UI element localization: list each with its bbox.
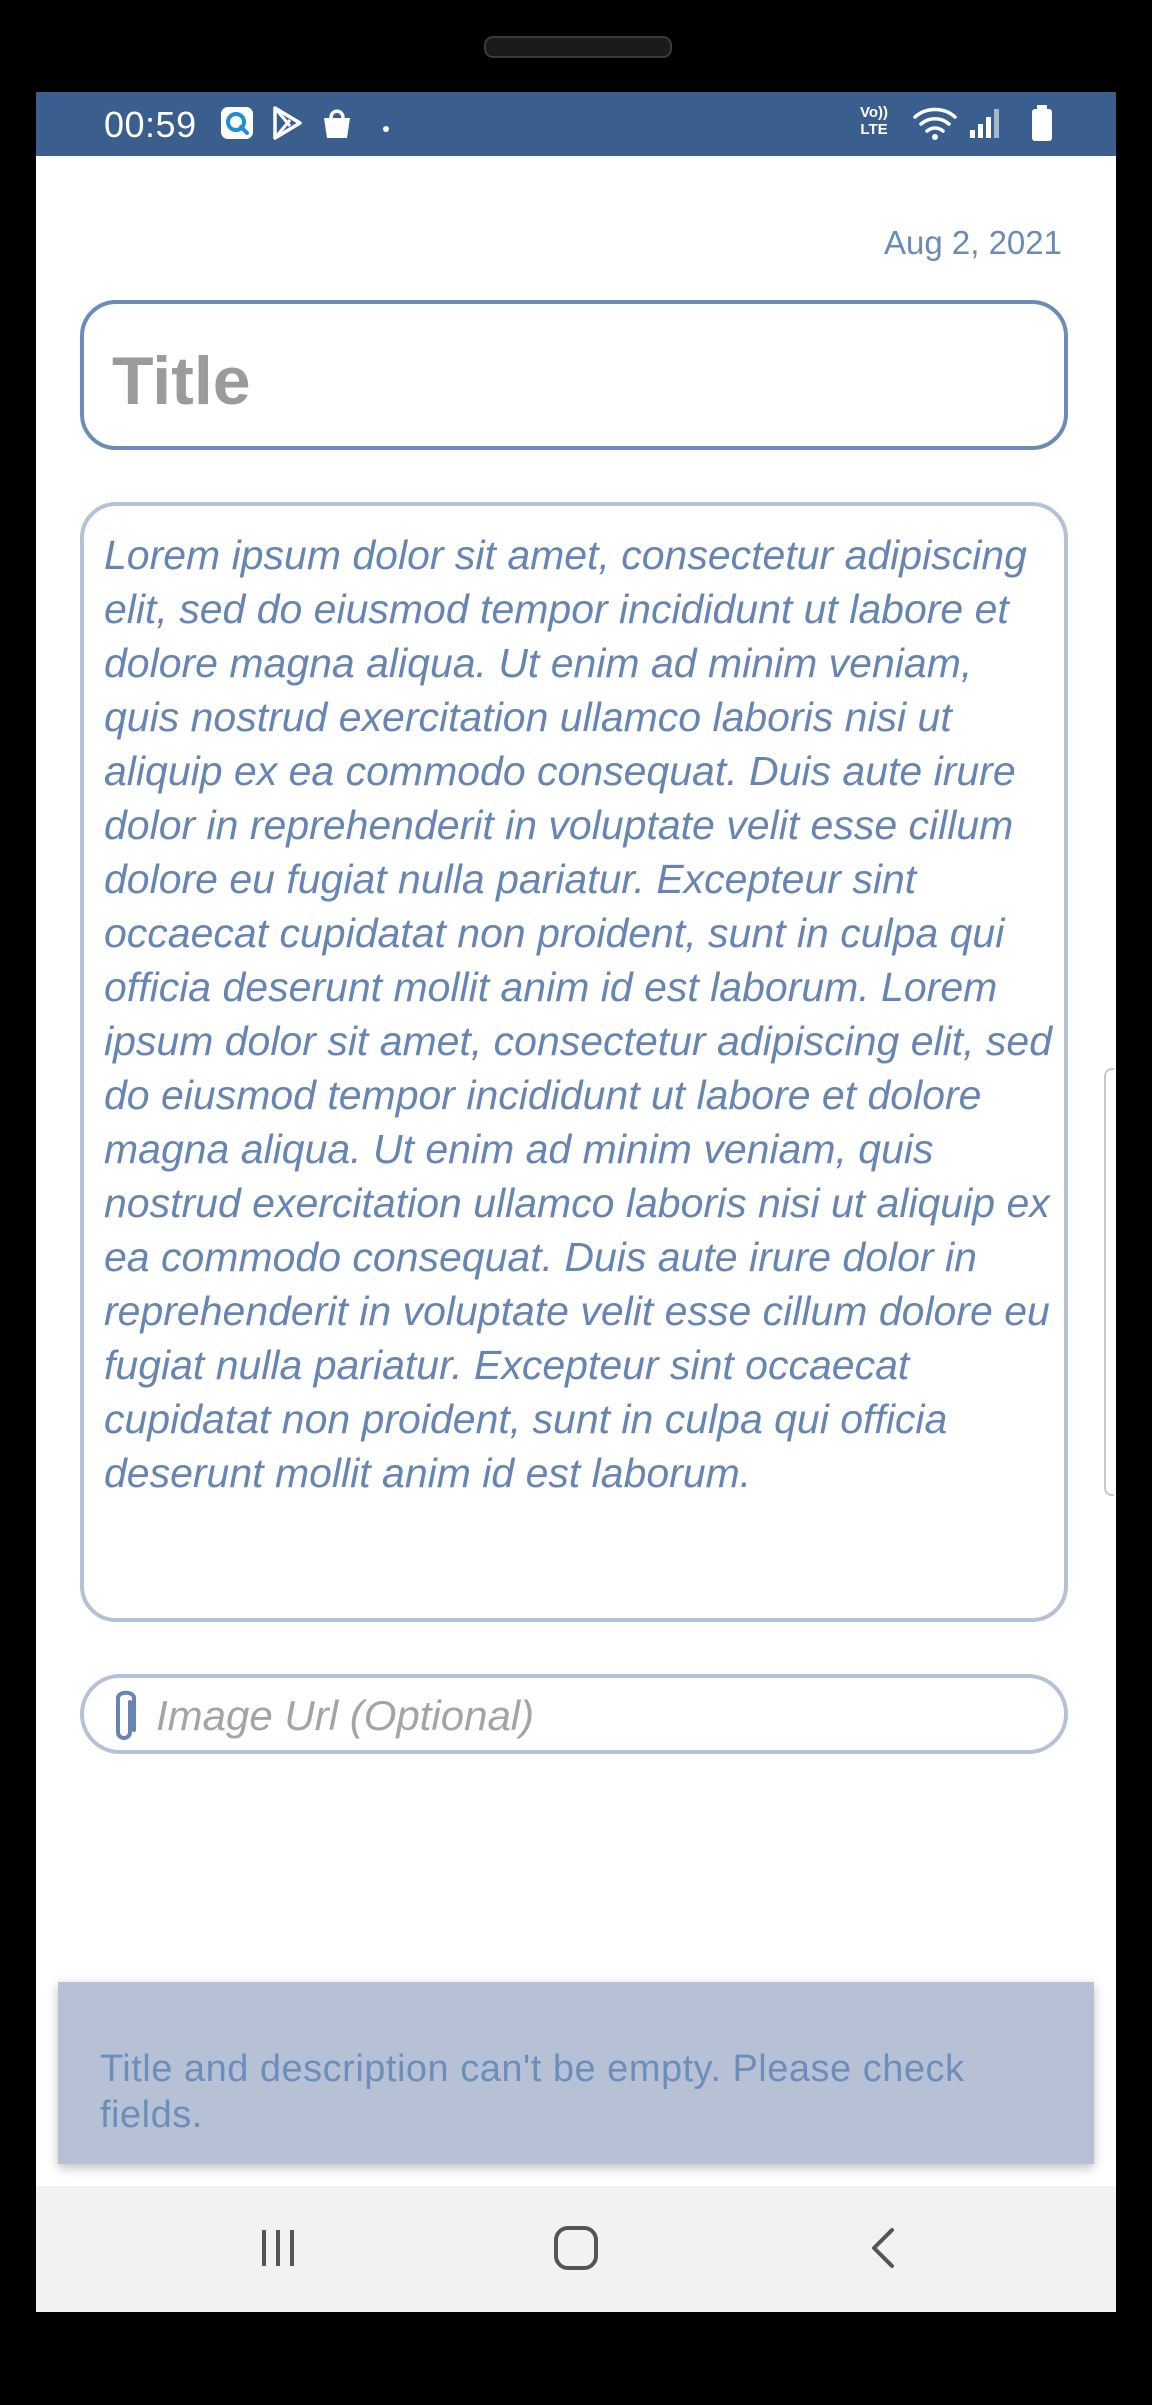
paperclip-icon <box>104 1688 144 1751</box>
error-snackbar <box>58 1982 1094 2164</box>
status-time: 00:59 <box>104 104 197 145</box>
image-url-input[interactable] <box>80 1674 1068 1754</box>
battery-icon <box>1030 104 1054 147</box>
play-store-icon <box>272 106 304 145</box>
snackbar-message: Title and description can't be empty. Please check fields. <box>100 2048 965 2136</box>
description-input[interactable] <box>80 502 1068 1622</box>
title-input[interactable] <box>80 300 1068 450</box>
shopping-bag-icon <box>320 106 354 145</box>
description-text: Lorem ipsum dolor sit amet, consectetur adipiscing elit, sed do eiusmod tempor incididunt ut labore et dolore magna aliqua. Ut enim ad minim veniam, quis nostrud exercitation ullamco laboris nisi ut aliquip ex ea commodo consequat. Duis aute irure dolor in reprehenderit in voluptate velit esse cillum dolore eu fugiat nulla pariatur. Excepteur sint occaecat cupidatat non proident, sunt in culpa qui officia deserunt mollit anim id est laborum. Lorem ipsum dolor sit amet, consectetur adipiscing elit, sed do eiusmod tempor incididunt ut labore et dolore magna aliqua. Ut enim ad minim veniam, quis nostrud exercitation ullamco laboris nisi ut aliquip ex ea commodo consequat. Duis aute irure dolor in reprehenderit in voluptate velit esse cillum dolore eu fugiat nulla pariatur. Excepteur sint occaecat cupidatat non proident, sunt in culpa qui officia deserunt mollit anim id est laborum. <box>104 532 1053 1496</box>
earpiece-speaker <box>484 36 672 58</box>
lte-label: LTE <box>860 121 888 138</box>
recent-apps-icon[interactable] <box>254 2224 302 2277</box>
qr-scan-icon <box>220 106 254 145</box>
navigation-bar <box>36 2186 1116 2312</box>
status-bar <box>36 92 1116 156</box>
title-placeholder: Title <box>112 343 251 419</box>
image-url-placeholder: Image Url (Optional) <box>156 1692 535 1739</box>
signal-icon <box>968 106 1002 145</box>
wifi-icon <box>912 104 958 147</box>
home-icon[interactable] <box>552 2224 600 2277</box>
volte-icon <box>852 104 896 138</box>
screen <box>36 92 1116 2312</box>
back-icon[interactable] <box>860 2224 908 2277</box>
note-date: Aug 2, 2021 <box>884 224 1062 261</box>
notification-dot-icon <box>382 120 390 138</box>
edge-panel-handle[interactable] <box>1104 1068 1114 1496</box>
volte-label: Vo)) <box>859 104 889 121</box>
